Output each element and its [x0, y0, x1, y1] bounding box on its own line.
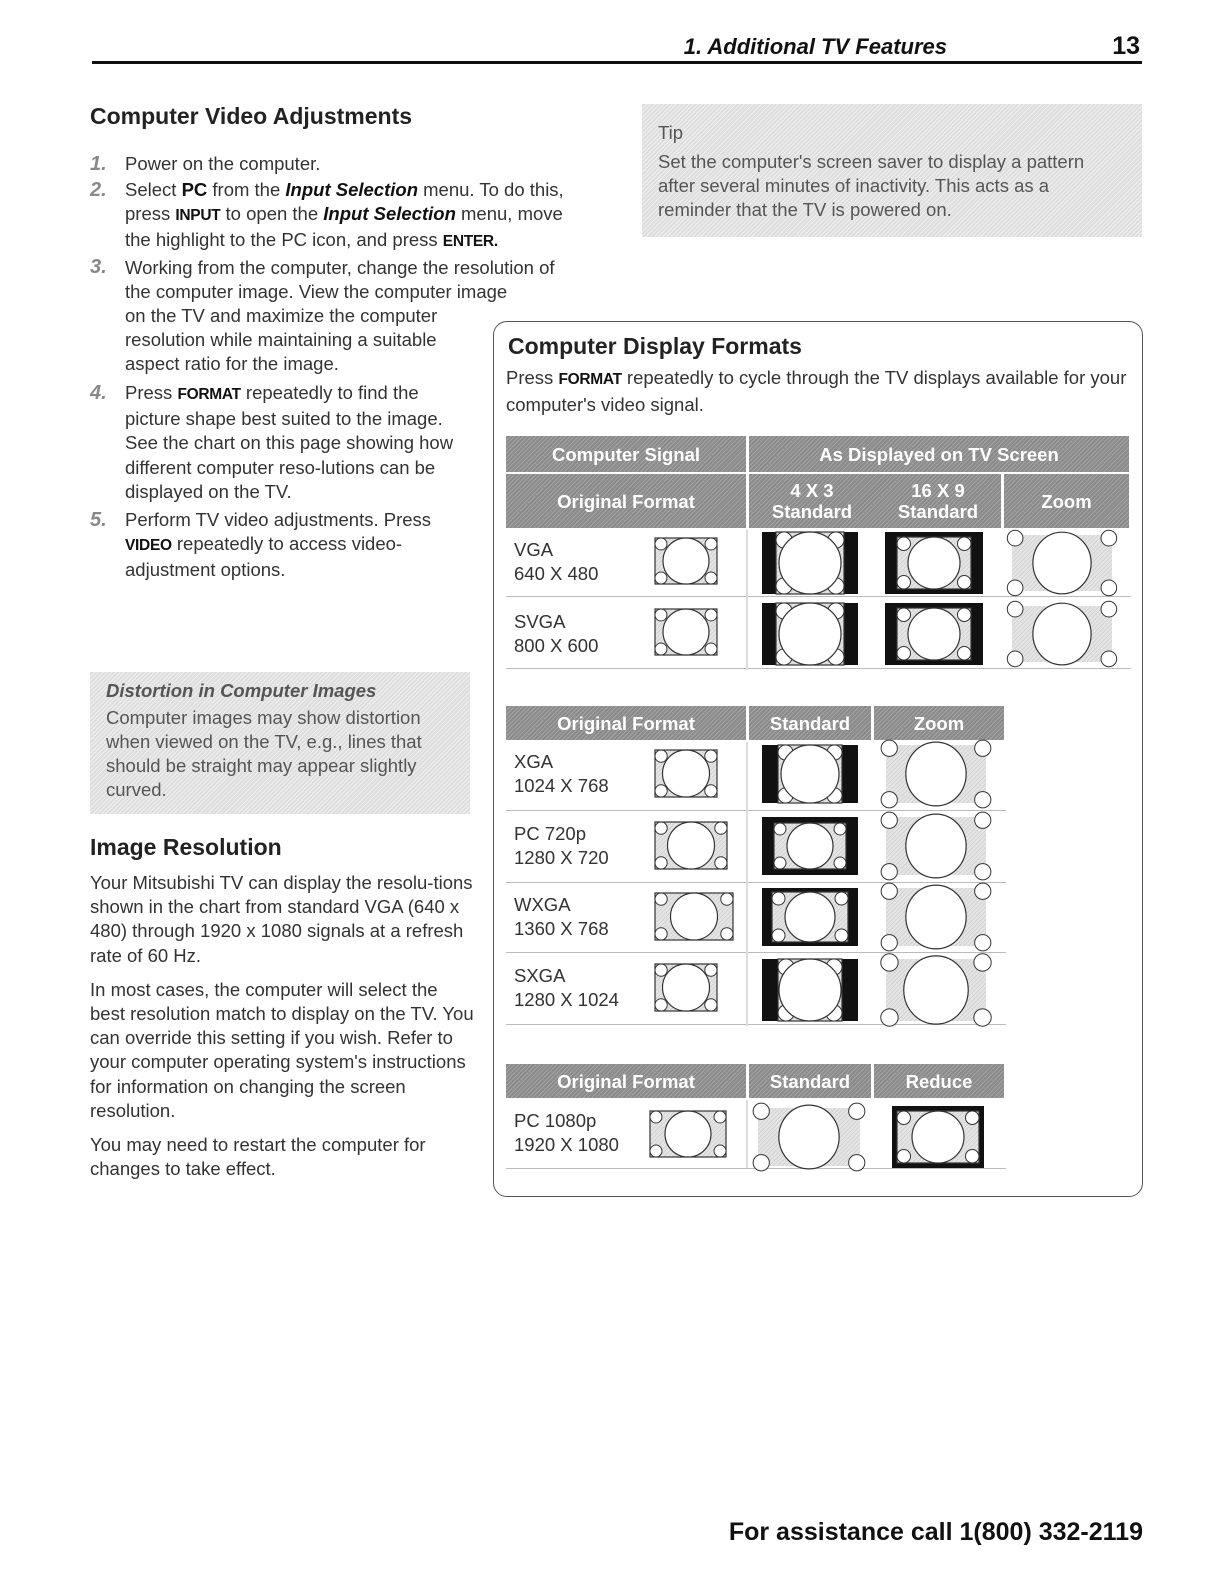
video-adjustments-section	[90, 103, 580, 261]
intro-text: repeatedly to cycle through the TV displays available for your computer's video signal.	[506, 367, 1127, 415]
th-zoom: Zoom	[874, 706, 1004, 740]
image-resolution-section	[90, 834, 475, 1181]
format-name: PC 720p	[514, 823, 586, 844]
steps-4-5	[90, 381, 475, 583]
step-text: Working from the computer, change the resolution of the computer image. View the computer image	[125, 257, 555, 303]
row-divider	[506, 1024, 1006, 1025]
input-button-label: INPUT	[175, 207, 221, 225]
format-resolution: 1920 X 1080	[514, 1134, 619, 1155]
page-header	[92, 30, 1142, 64]
assistance-phone: For assistance call 1(800) 332-2119	[728, 1518, 1143, 1546]
row-divider	[506, 668, 1131, 669]
input-selection-label: Input Selection	[285, 179, 418, 200]
format-button-label: FORMAT	[177, 386, 241, 403]
steps-list	[90, 152, 580, 261]
format-resolution: 1024 X 768	[514, 775, 609, 796]
image-resolution-title: Image Resolution	[90, 834, 282, 860]
display-formats-intro	[506, 366, 1136, 417]
format-name: VGA	[514, 539, 554, 560]
column-divider	[746, 1100, 748, 1168]
display-formats-box	[493, 321, 1143, 1197]
table-row	[514, 893, 609, 941]
page-number: 13	[1112, 32, 1140, 60]
input-selection-label: Input Selection	[323, 203, 456, 225]
step-4	[90, 381, 475, 504]
pc-label: PC	[181, 179, 208, 200]
step-number: 4.	[90, 382, 107, 404]
format-name: PC 1080p	[514, 1110, 597, 1131]
th-4x3	[752, 480, 872, 522]
row-divider	[506, 596, 1131, 597]
step-1	[90, 152, 580, 178]
step-text: repeatedly to access video-adjustment options.	[125, 533, 403, 581]
step-5	[90, 508, 475, 583]
column-divider	[746, 530, 748, 670]
step-text: from the	[207, 179, 286, 200]
th-standard: Standard	[749, 706, 871, 740]
step-text: Press	[125, 382, 178, 403]
format-name: SXGA	[514, 965, 566, 986]
row-divider	[506, 810, 1006, 811]
th-16x9-line2: Standard	[897, 501, 979, 522]
table-row	[514, 964, 619, 1012]
th-computer-signal: Computer Signal	[506, 436, 746, 472]
video-adjustments-title: Computer Video Adjustments	[90, 103, 413, 129]
th-standard: Standard	[749, 1064, 871, 1098]
step-text: menu. To do this, press	[125, 179, 564, 225]
th-original-format: Original Format	[506, 474, 746, 528]
step-number: 1.	[90, 153, 107, 175]
column-divider	[746, 742, 748, 1026]
row-divider	[506, 882, 1006, 883]
format-resolution: 1280 X 1024	[514, 989, 619, 1010]
step-number: 2.	[90, 179, 107, 201]
step-text: on the TV and maximize the computer resolution while maintaining a suitable aspect ratio for the image.	[125, 305, 438, 375]
tip-title: Tip	[658, 122, 684, 143]
tip-body: Set the computer's screen saver to display a pattern after several minutes of inactivity. This acts as a reminder that the TV is powered on.	[658, 151, 1085, 220]
table-row	[514, 1109, 619, 1157]
step-text: Perform TV video adjustments. Press	[125, 509, 432, 531]
step-number: 5.	[90, 509, 107, 532]
display-formats-title: Computer Display Formats	[508, 333, 802, 359]
intro-text: Press	[506, 367, 559, 388]
th-4x3-line1: 4 X 3	[790, 480, 834, 501]
table-row	[514, 822, 609, 870]
th-16x9	[878, 480, 998, 522]
step-text: Select	[125, 179, 182, 200]
th-standard-group	[749, 474, 1001, 528]
tip-note	[642, 104, 1142, 237]
table-row	[514, 750, 609, 798]
format-name: XGA	[514, 751, 554, 772]
format-resolution: 1360 X 768	[514, 918, 609, 939]
distortion-note	[90, 672, 470, 814]
table-row	[514, 610, 598, 658]
resolution-paragraph-2: In most cases, the computer will select the best resolution match to display on the TV. You can override this setting if you wish. Refer to your computer operating system's instructions for information on changing the screen resolution.	[90, 978, 474, 1121]
format-button-label: FORMAT	[558, 371, 622, 388]
row-divider	[506, 952, 1006, 953]
format-resolution: 800 X 600	[514, 635, 599, 656]
section-title: 1. Additional TV Features	[683, 34, 947, 59]
step-text: repeatedly to find the picture shape best suited to the image. See the chart on this page showing how different computer reso-lutions can be displayed on the TV.	[125, 382, 454, 502]
th-as-displayed: As Displayed on TV Screen	[749, 436, 1129, 472]
distortion-body: Computer images may show distortion when viewed on the TV, e.g., lines that should be straight may appear slightly curved.	[106, 707, 422, 800]
resolution-paragraph-1: Your Mitsubishi TV can display the resolu-tions shown in the chart from standard VGA (640 x 480) through 1920 x 1080 signals at a refresh rate of 60 Hz.	[90, 872, 473, 966]
step-text: to open the	[220, 203, 324, 225]
steps-list-cont	[90, 381, 475, 583]
format-resolution: 1280 X 720	[514, 847, 609, 868]
distortion-title: Distortion in Computer Images	[106, 680, 377, 701]
format-resolution: 640 X 480	[514, 563, 599, 584]
th-reduce: Reduce	[874, 1064, 1004, 1098]
video-button-label: VIDEO	[125, 537, 172, 555]
th-16x9-line1: 16 X 9	[911, 480, 965, 501]
row-divider	[506, 1168, 1006, 1169]
table-row	[514, 538, 598, 586]
th-4x3-line2: Standard	[771, 501, 853, 522]
step-number: 3.	[90, 256, 107, 278]
th-original-format: Original Format	[506, 706, 746, 740]
format-name: SVGA	[514, 611, 566, 632]
step-2	[90, 178, 575, 261]
format-name: WXGA	[514, 894, 571, 915]
step-text: Power on the computer.	[125, 153, 321, 174]
enter-button-label: ENTER.	[442, 233, 498, 251]
step-text: menu, move the highlight to the PC icon, and press	[125, 203, 563, 251]
resolution-paragraph-3: You may need to restart the computer for changes to take effect.	[90, 1134, 426, 1180]
th-original-format: Original Format	[506, 1064, 746, 1098]
th-zoom: Zoom	[1004, 474, 1129, 528]
